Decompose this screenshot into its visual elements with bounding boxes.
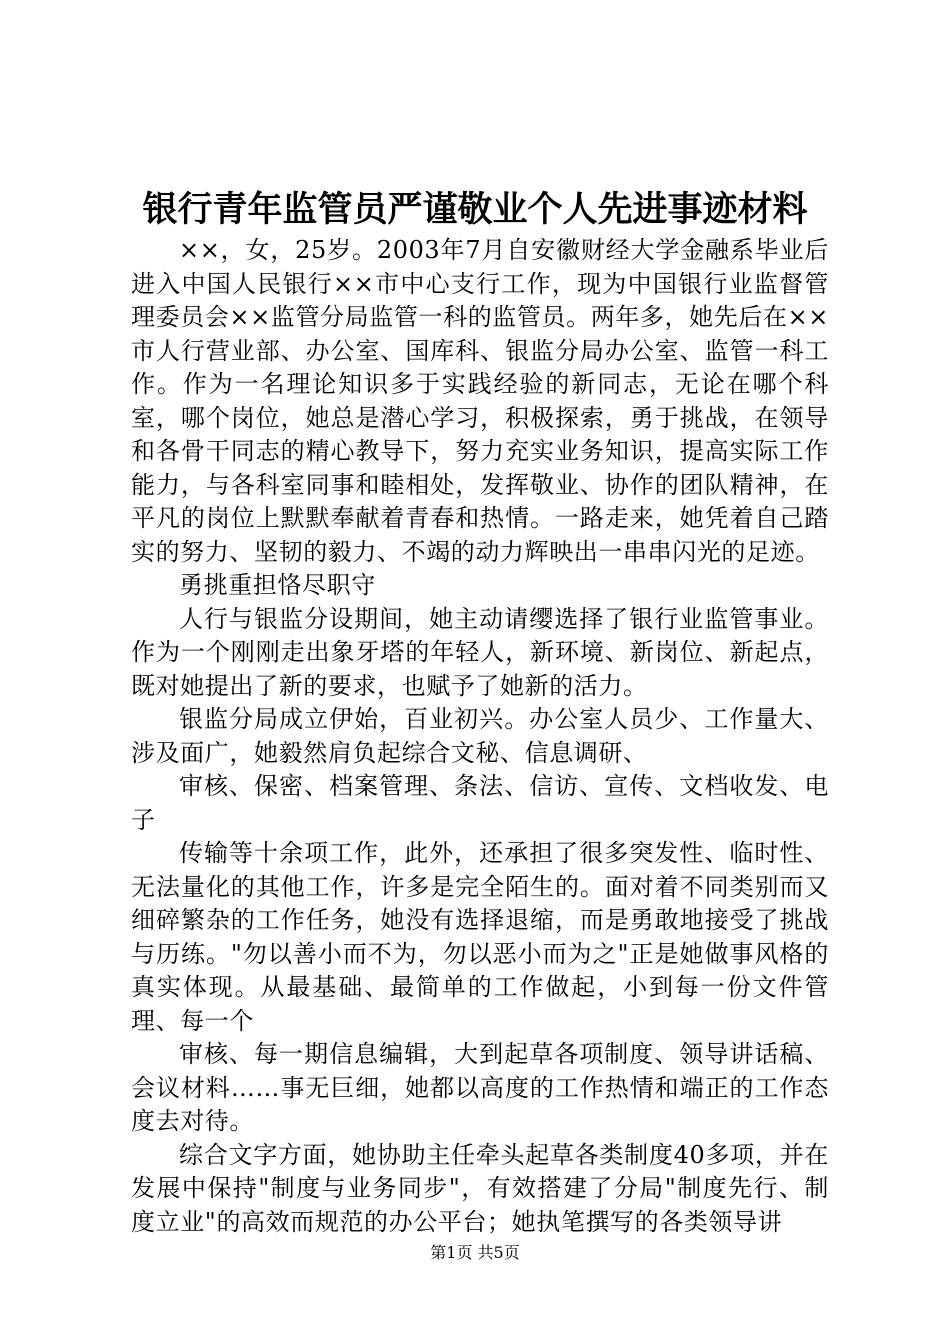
paragraph: 传输等十余项工作，此外，还承担了很多突发性、临时性、无法量化的其他工作，许多是完全陌生的。面对着不同类别而又细碎繁杂的工作任务，她没有选择退缩，而是勇敢地接受了挑战与历练。"勿以善小而不为，勿以恶小而为之"正是她做事风格的真实体现。从最基础、最简单的工作做起，小到每一份文件管理、每一个 [131,839,829,1035]
document-body [131,234,829,1239]
paragraph: 审核、每一期信息编辑，大到起草各项制度、领导讲话稿、会议材料……事无巨细，她都以高度的工作热情和端正的工作态度去对待。 [131,1040,829,1135]
paragraph: 审核、保密、档案管理、条法、信访、宣传、文档收发、电子 [131,772,829,834]
document-title: 银行青年监管员严谨敬业个人先进事迹材料 [142,189,808,230]
paragraph: 人行与银监分设期间，她主动请缨选择了银行业监管事业。作为一个刚刚走出象牙塔的年轻人，新环境、新岗位、新起点，既对她提出了新的要求，也赋予了她新的活力。 [131,604,829,700]
paragraph-intro: ××，女，25岁。2003年7月自安徽财经大学金融系毕业后进入中国人民银行××市中心支行工作，现为中国银行业监督管理委员会××监管分局监管一科的监管员。两年多，她先后在××市人行营业部、办公室、国库科、银监分局办公室、监管一科工作。作为一名理论知识多于实践经验的新同志，无论在哪个科室，哪个岗位，她总是潜心学习，积极探索，勇于挑战，在领导和各骨干同志的精心教导下，努力充实业务知识，提高实际工作能力，与各科室同事和睦相处，发挥敬业、协作的团队精神，在平凡的岗位上默默奉献着青春和热情。一路走来，她凭着自己踏实的努力、坚韧的毅力、不竭的动力辉映出一串串闪光的足迹。 [131,236,829,566]
page-number-footer: 第1页 共5页 [430,1243,520,1262]
paragraph: 银监分局成立伊始，百业初兴。办公室人员少、工作量大、涉及面广，她毅然肩负起综合文秘、信息调研、 [131,705,829,767]
section-heading: 勇挑重担恪尽职守 [179,571,376,599]
paragraph: 综合文字方面，她协助主任牵头起草各类制度40多项，并在发展中保持"制度与业务同步"，有效搭建了分局"制度先行、制度立业"的高效而规范的办公平台；她执笔撰写的各类领导讲 [131,1140,829,1236]
